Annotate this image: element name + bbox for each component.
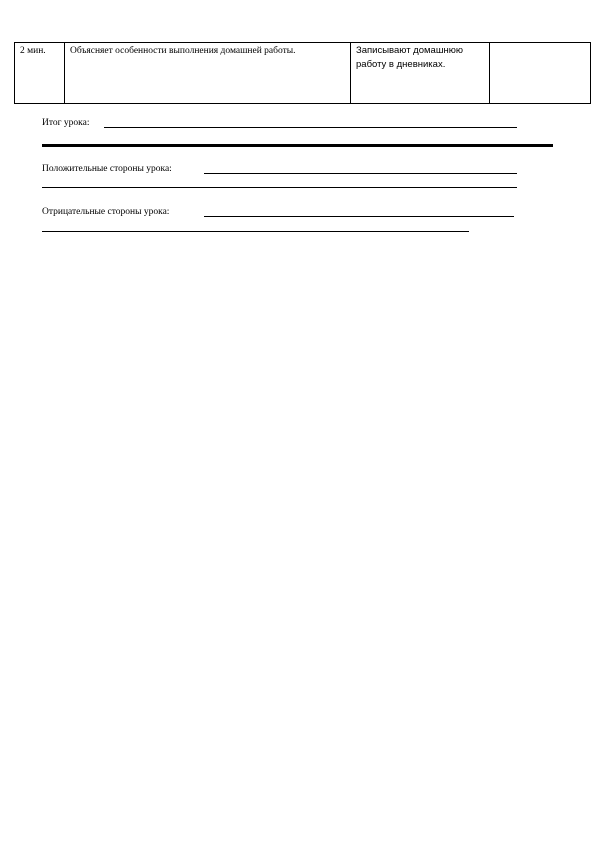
empty-cell bbox=[490, 43, 591, 104]
section-divider bbox=[42, 144, 553, 147]
table-row bbox=[15, 43, 591, 104]
negative-underline bbox=[204, 216, 514, 217]
positive-underline-2 bbox=[42, 187, 517, 188]
lesson-plan-table bbox=[14, 42, 591, 104]
result-underline bbox=[104, 127, 517, 128]
time-cell: 2 мин. bbox=[15, 43, 65, 104]
negative-underline-2 bbox=[42, 231, 469, 232]
student-activity-cell: Записывают домашнюю работу в дневниках. bbox=[351, 43, 490, 104]
result-label: Итог урока: bbox=[42, 118, 90, 128]
positive-label: Положительные стороны урока: bbox=[42, 164, 172, 174]
teacher-activity-cell: Объясняет особенности выполнения домашней работы. bbox=[65, 43, 351, 104]
negative-label: Отрицательные стороны урока: bbox=[42, 207, 170, 217]
positive-underline bbox=[204, 173, 517, 174]
